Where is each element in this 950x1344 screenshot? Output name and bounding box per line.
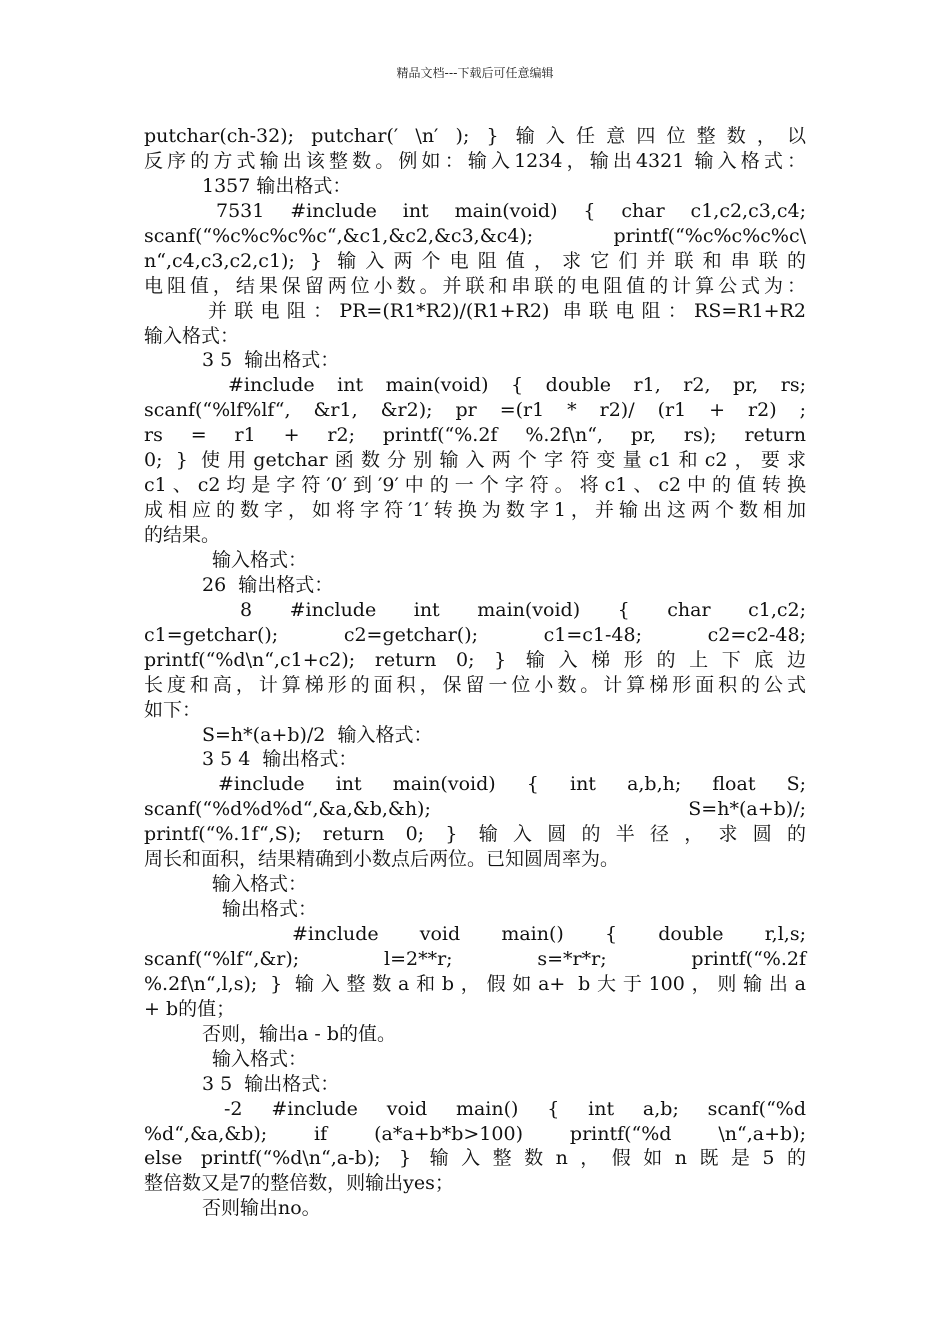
text-line: #include void main() { double r,l,s; (292, 923, 806, 945)
text-line: -2 #include void main() { int a,b; scanf(“%d (224, 1097, 806, 1120)
text-line: 否则输出no。 (202, 1197, 321, 1220)
text-line: else printf(“%d\n“,a-b); } 输入整数n，假如n既是5的 (144, 1147, 806, 1170)
text-line: S=h*(a+b)/2 输入格式： (202, 723, 433, 746)
text-line: n“,c4,c3,c2,c1); } 输入两个电阻值，求它们并联和串联的 (144, 249, 806, 272)
text-line: #include int main(void) { int a,b,h; float S; (218, 773, 806, 796)
text-line: 并联电阻：PR=(R1*R2)/(R1+R2) 串联电阻：RS=R1+R2 (208, 299, 806, 322)
text-line: 输入格式： (212, 548, 308, 571)
text-line: scanf(“%c%c%c%c“,&c1,&c2,&c3,&c4); printf(“%c%c%c%c\ (144, 224, 806, 247)
text-line: 周长和面积，结果精确到小数点后两位。已知圆周率为。 (144, 848, 620, 871)
text-line: %.2f\n“,l,s); } 输入整数a和b，假如a+ b大于100，则输出a (144, 972, 806, 995)
text-line: scanf(“%lf“,&r); l=2**r; s=*r*r; printf(“%.2f (144, 947, 806, 970)
text-line: 输入格式： (144, 324, 240, 347)
text-line: 否则，输出a - b的值。 (202, 1022, 396, 1045)
document-body (144, 124, 806, 1221)
text-line: 0; } 使用getchar函数分别输入两个字符变量c1和c2，要求 (144, 449, 806, 472)
text-line: 输入格式： (212, 873, 308, 896)
text-line: + b的值； (144, 997, 236, 1020)
text-line: #include int main(void) { double r1, r2, pr, rs; (228, 374, 806, 397)
text-line: rs = r1 + r2; printf(“%.2f %.2f\n“, pr, rs); return (144, 424, 806, 447)
text-line: scanf(“%lf%lf“, &r1, &r2); pr =(r1 * r2)/ (r1 + r2) ; (144, 399, 806, 422)
text-line: 电阻值，结果保留两位小数。并联和串联的电阻值的计算公式为： (144, 274, 806, 297)
text-line: printf(“%d\n“,c1+c2); return 0; } 输入梯形的上下底边 (144, 648, 806, 671)
text-line: 反序的方式输出该整数。例如：输入1234，输出4321 输入格式： (144, 149, 806, 172)
text-line: 8 #include int main(void) { char c1,c2; (240, 598, 806, 621)
text-line: putchar(ch-32); putchar(′ \n′ ); } 输入任意四位整数，以 (144, 125, 806, 147)
text-line: 1357 输出格式： (202, 174, 352, 197)
text-line: 整倍数又是7的整倍数，则输出yes； (144, 1172, 454, 1195)
text-line: 的结果。 (144, 524, 221, 546)
text-line: c1=getchar(); c2=getchar(); c1=c1-48; c2=c2-48; (144, 623, 806, 646)
text-line: 7531 #include int main(void) { char c1,c2,c3,c4; (216, 199, 806, 222)
text-line: 输出格式： (222, 898, 318, 921)
text-line: 26 输出格式： (202, 573, 334, 596)
text-line: 成相应的数字，如将字符′1′转换为数字1，并输出这两个数相加 (144, 499, 806, 522)
text-line: 3 5 输出格式： (202, 1072, 340, 1095)
text-line: c1、c2均是字符′0′到′9′中的一个字符。将c1、c2中的值转换 (144, 474, 806, 497)
text-line: printf(“%.1f“,S); return 0; } 输入圆的半径，求圆的 (144, 823, 806, 846)
text-line: 如下： (144, 698, 202, 721)
text-line: 长度和高，计算梯形的面积，保留一位小数。计算梯形面积的公式 (144, 673, 806, 696)
text-line: 3 5 输出格式： (202, 349, 340, 372)
text-line: 输入格式： (212, 1047, 308, 1070)
text-line: 3 5 4 输出格式： (202, 748, 358, 771)
text-line: %d“,&a,&b); if (a*a+b*b>100) printf(“%d \n“,a+b); (144, 1122, 806, 1145)
page-header: 精品文档---下载后可任意编辑 (396, 66, 554, 80)
text-line: scanf(“%d%d%d“,&a,&b,&h); S=h*(a+b)/; (144, 798, 806, 821)
